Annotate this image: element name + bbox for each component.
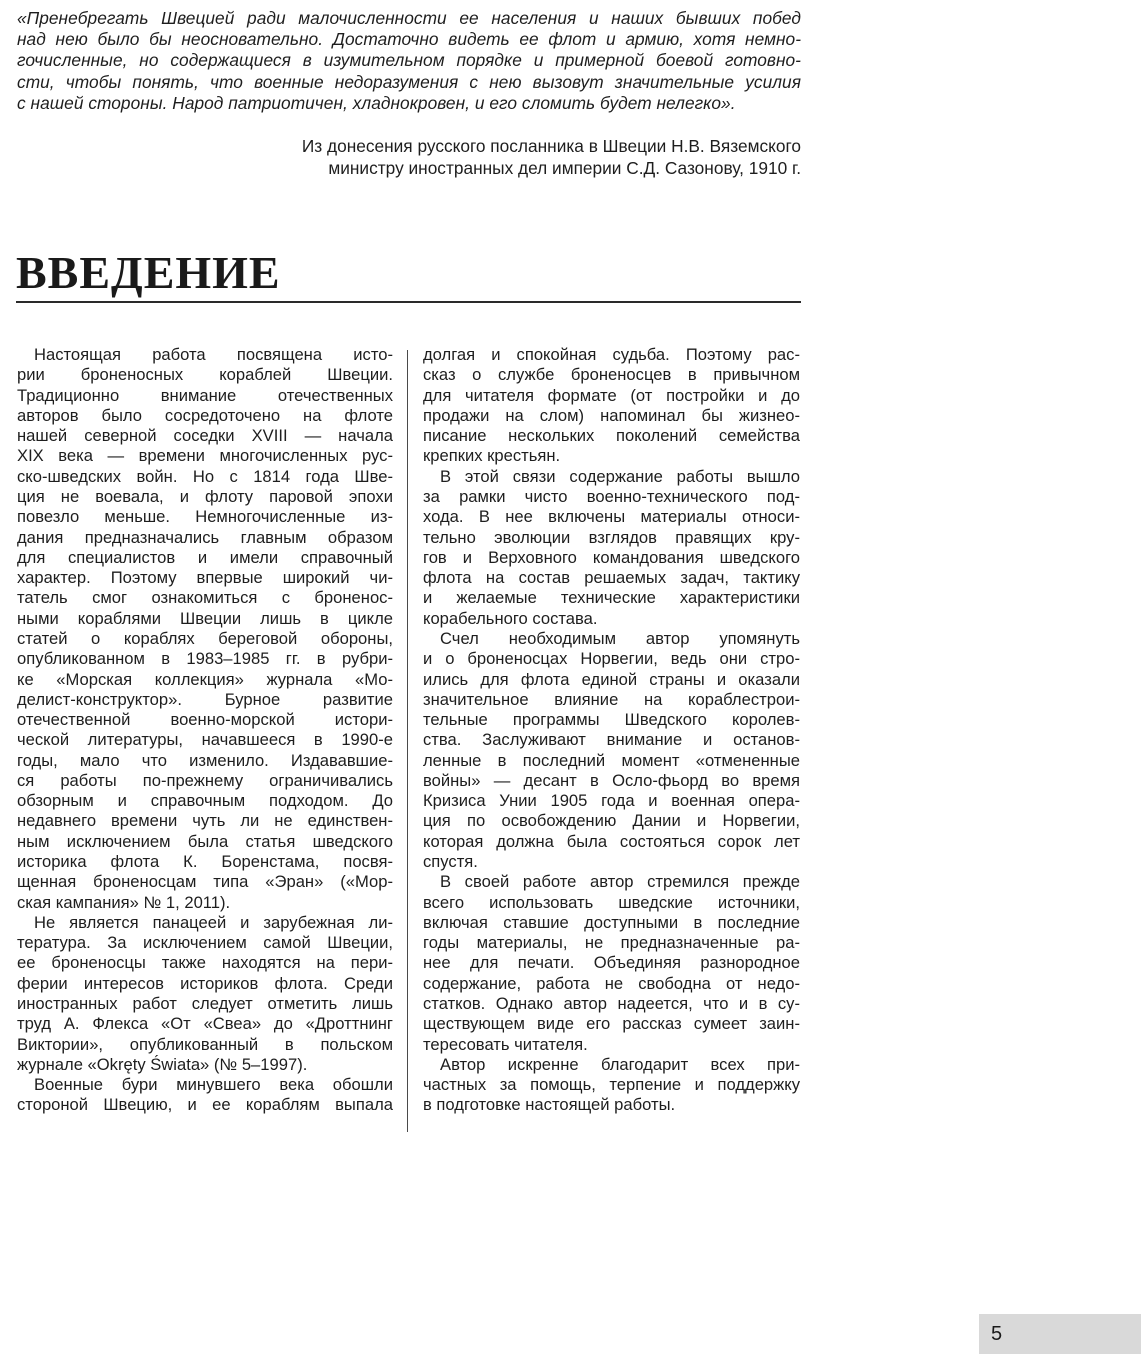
text-line: Традиционно внимание отечественных [17,385,393,405]
text-line: ся работы по-прежнему ограничивались [17,770,393,790]
text-line: нее для печати. Объединяя разнородное [423,953,800,973]
epigraph-line: гочисленные, но содержащиеся в изумительном порядке и примерной боевой готовно- [17,50,801,71]
text-line: тельно эволюции взглядов правящих кру- [423,527,800,547]
text-line: тересовать читателя. [423,1034,588,1054]
text-line: ке «Морская коллекция» журнала «Мо- [17,669,393,689]
epigraph [17,8,801,114]
text-line: татель смог ознакомиться с броненос- [17,588,393,608]
epigraph-line: с нашей стороны. Народ патриотичен, хладнокровен, и его сломить будет нелегко». [17,92,736,113]
text-line: тература. За исключением самой Швеции, [17,933,393,953]
text-line: статей о кораблях береговой обороны, [17,628,393,648]
epigraph-attribution [181,136,801,179]
text-line: ция не воевала, и флоту паровой эпохи [17,486,393,506]
epigraph-line: сти, чтобы понять, что военные недоразумения с нею вызовут значительные усилия [17,71,801,92]
text-line: делист-конструктор». Бурное развитие [17,689,393,709]
page-number: 5 [991,1323,1003,1345]
text-line: Военные бури минувшего века обошли [34,1075,393,1095]
text-line: Счел необходимым автор упомянуть [440,628,800,648]
text-line: хода. В нее включены материалы относи- [423,507,800,527]
text-line: отечественной военно-морской истори- [17,710,393,730]
text-line: войны» — десант в Осло-фьорд во время [423,770,800,790]
text-line: Не является панацеей и зарубежная ли- [34,912,393,932]
text-line: писание нескольких поколений семейства [423,426,800,446]
attribution-line: министру иностранных дел империи С.Д. Сазонову, 1910 г. [328,157,801,178]
text-line: тельные программы Шведского королев- [423,710,800,730]
text-line: XIX века — времени многочисленных рус- [17,446,393,466]
text-line: спустя. [423,852,478,872]
text-line: дания предназначались главным образом [17,527,393,547]
text-line: журнале «Okręty Świata» (№ 5–1997). [17,1054,308,1074]
text-line: долгая и спокойная судьба. Поэтому рас- [423,345,800,364]
text-line: статков. Однако автор надеется, что и в су- [423,994,800,1013]
text-line: всего использовать шведские источники, [423,892,800,912]
text-line: и о броненосцах Норвегии, ведь они стро- [423,649,800,669]
text-line: обзорным и справочным подходом. До [17,791,393,811]
text-line: Кризиса Унии 1905 года и военная опера- [423,791,800,811]
epigraph-line: над нею было бы неосновательно. Достаточно видеть ее флот и армию, хотя немно- [17,29,801,50]
text-line: годы, мало что изменило. Издававшие- [17,750,393,770]
text-line: рии броненосных кораблей Швеции. [17,365,393,385]
left-text-column [17,345,393,1116]
text-line: гов и Верховного командования шведского [423,547,800,567]
text-line: характер. Поэтому впервые широкий чи- [17,568,393,588]
text-line: Автор искренне благодарит всех при- [440,1054,800,1074]
text-line: ились для флота единой страны и оказали [423,669,800,689]
text-line: Виктории», опубликованный в польском [17,1034,393,1054]
text-line: включая ставшие доступными в последние [423,912,800,932]
text-line: ленные в последний момент «отмененные [423,750,800,770]
text-line: В этой связи содержание работы вышло [440,466,800,486]
epigraph-line: «Пренебрегать Швецией ради малочисленности ее населения и наших бывших побед [17,8,801,28]
text-line: авторов было сосредоточено на флоте [17,405,393,425]
text-line: годы материалы, не предназначенные ра- [423,933,800,953]
text-line: щенная броненосцам типа «Эран» («Мор- [17,872,393,892]
text-line: опубликованном в 1983–1985 гг. в рубри- [17,649,393,669]
text-line: нашей северной соседки XVIII — начала [17,426,393,446]
text-line: сказ о службе броненосцев в привычном [423,365,800,385]
text-line: ферии интересов историков флота. Среди [17,973,393,993]
column-divider [407,350,408,1132]
text-line: крепких крестьян. [423,446,561,466]
text-line: для специалистов и имели справочный [17,547,393,567]
text-line: за рамки чисто военно-технического под- [423,486,800,506]
right-text-column [423,345,800,1116]
text-line: ществующем виде его рассказ сумеет заин- [423,1014,800,1034]
text-line: и желаемые технические характеристики [423,588,800,608]
text-line: ными кораблями Швеции лишь в цикле [17,608,393,628]
attribution-line: Из донесения русского посланника в Швеции Н.В. Вяземского [301,136,801,156]
text-line: частных за помощь, терпение и поддержку [423,1075,800,1095]
text-line: для читателя формате (от постройки и до [423,385,800,405]
text-line: корабельного состава. [423,608,598,628]
text-line: которая должна была состояться сорок лет [423,831,800,851]
text-line: значительное влияние на кораблестрои- [423,689,800,709]
text-line: продажи на слом) напоминал бы жизнео- [423,405,800,425]
text-line: ческой литературы, начавшееся в 1990-е [17,730,393,750]
text-line: в подготовке настоящей работы. [423,1095,676,1115]
page-number-tab [979,1314,1141,1354]
text-line: Настоящая работа посвящена исто- [34,345,393,364]
text-line: ее броненосцы также находятся на пери- [17,953,393,973]
text-line: ция по освобождению Дании и Норвегии, [423,811,800,831]
text-line: историка флота К. Боренстама, посвя- [17,852,393,872]
text-line: флота на состав решаемых задач, тактику [423,568,800,588]
text-line: содержание, работа не свободна от недо- [423,973,800,993]
text-line: ско-шведских войн. Но с 1814 года Шве- [17,466,393,486]
title-underline [16,301,801,303]
text-line: стороной Швецию, и ее кораблям выпала [17,1095,393,1115]
chapter-title: ВВЕДЕНИЕ [16,247,281,298]
text-line: ская кампания» № 1, 2011). [17,892,231,912]
text-line: повезло меньше. Немногочисленные из- [17,507,393,527]
text-line: В своей работе автор стремился прежде [440,872,800,892]
text-line: недавнего времени чуть ли не единствен- [17,811,393,831]
text-line: ства. Заслуживают внимание и останов- [423,730,800,750]
text-line: ным исключением была статья шведского [17,831,393,851]
text-line: труд А. Флекса «От «Свеа» до «Дроттнинг [17,1014,393,1034]
text-line: иностранных работ следует отметить лишь [17,994,393,1013]
